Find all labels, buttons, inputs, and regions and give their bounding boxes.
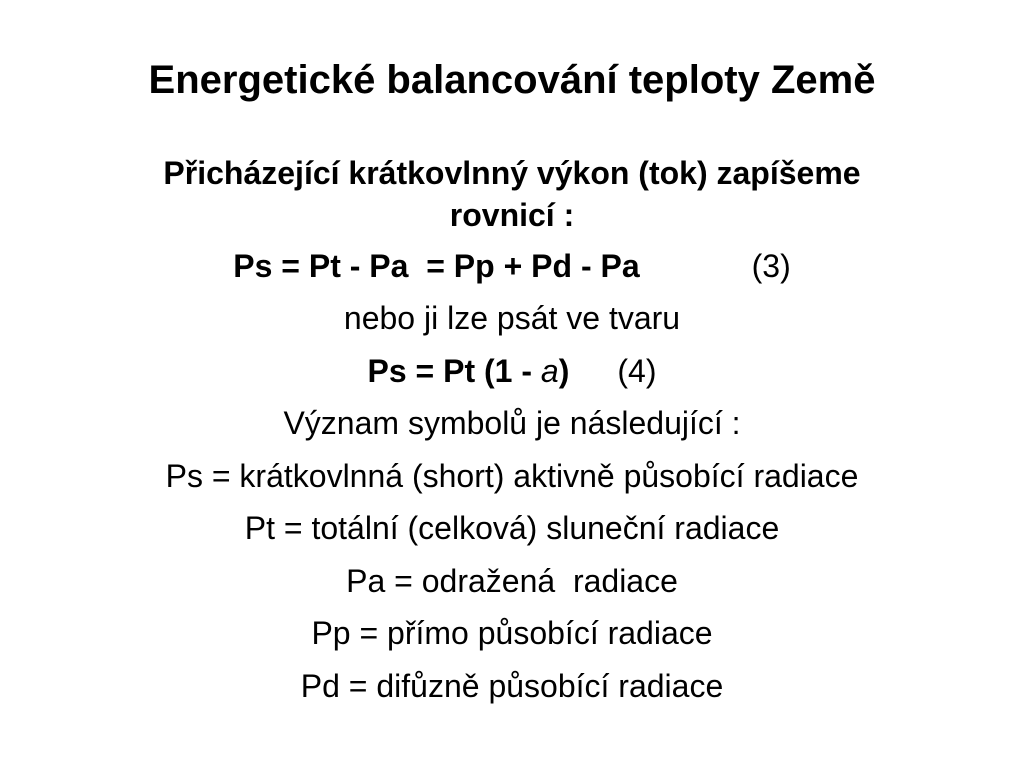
equation-4-prefix: Ps = Pt (1 - xyxy=(367,353,541,389)
equation-3-number: (3) xyxy=(751,248,791,284)
equation-4-number: (4) xyxy=(617,353,657,389)
symbols-heading: Význam symbolů je následující : xyxy=(283,405,741,441)
equation-3 xyxy=(0,246,1024,286)
equation-4 xyxy=(0,351,1024,391)
intro-text: Přicházející krátkovlnný výkon (tok) zapíšeme rovnicí : xyxy=(163,155,861,233)
equation-3-formula: Ps = Pt - Pa = Pp + Pd - Pa xyxy=(233,248,640,284)
definition-pp: Pp = přímo působící radiace xyxy=(311,615,713,651)
definition-pd: Pd = difůzně působící radiace xyxy=(300,668,724,704)
definition-ps: Ps = krátkovlnná (short) aktivně působící radiace xyxy=(165,458,859,494)
definition-pa: Pa = odražená radiace xyxy=(346,563,678,599)
alternative-form-text: nebo ji lze psát ve tvaru xyxy=(343,300,681,336)
equation-4-suffix: ) xyxy=(558,353,570,389)
definition-pt: Pt = totální (celková) sluneční radiace xyxy=(244,510,780,546)
equation-4-albedo-symbol: a xyxy=(540,353,559,389)
equation-4-formula xyxy=(368,353,570,389)
slide-title: Energetické balancování teploty Země xyxy=(148,58,876,102)
